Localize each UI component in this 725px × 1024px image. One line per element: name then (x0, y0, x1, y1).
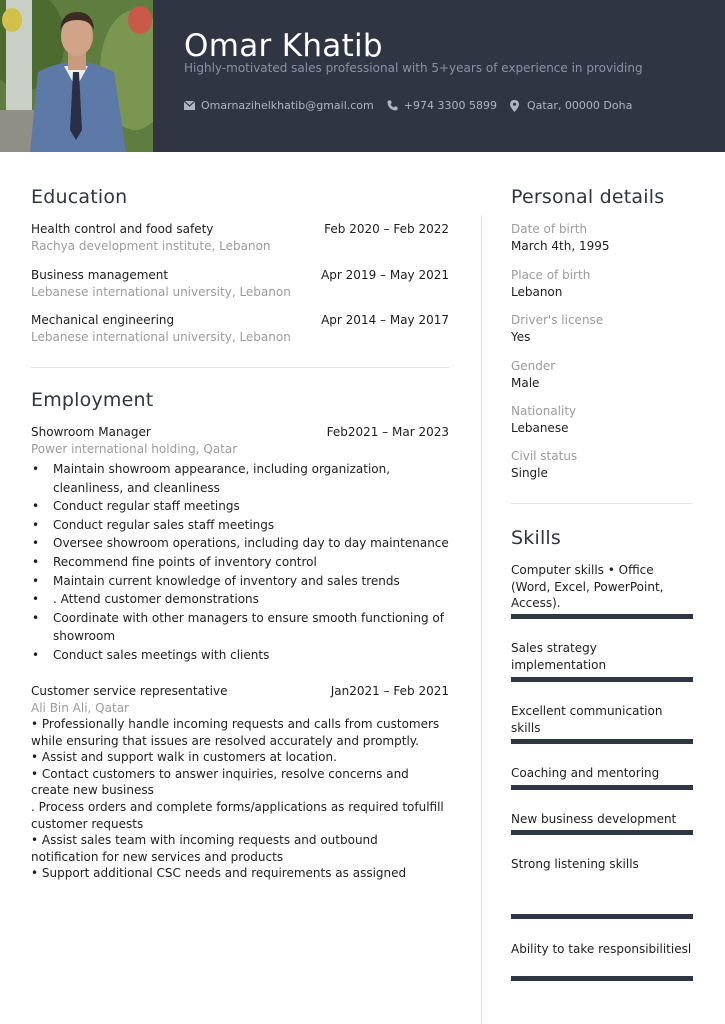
phone-icon (387, 100, 399, 111)
detail-label: Gender (511, 359, 556, 373)
job-company: Power international holding, Qatar (31, 442, 238, 456)
duty-item: • Oversee showroom operations, including day to day maintenance (31, 534, 449, 553)
mail-icon (184, 101, 196, 110)
resume-header (0, 0, 725, 152)
duty-item: • Recommend fine points of inventory control (31, 553, 449, 572)
duty-item: • Coordinate with other managers to ensure smooth functioning of (31, 609, 449, 628)
skill-level-bar (511, 914, 693, 919)
personal-details-heading: Personal details (511, 186, 665, 208)
duty-line: • Support additional CSC needs and requirements as assigned (31, 866, 407, 881)
email-link[interactable]: Omarnazihelkhatib@gmail.com (201, 99, 374, 112)
duty-line: • Professionally handle incoming requests and calls from customers (31, 717, 440, 731)
duty-line: • Assist and support walk in customers at location. (31, 750, 337, 765)
employment-heading: Employment (31, 389, 154, 411)
detail-label: Driver's license (511, 313, 604, 327)
skill-level-bar (511, 976, 693, 981)
job-dates: Feb2021 – Mar 2023 (326, 425, 449, 439)
detail-date-of-birth (511, 222, 693, 253)
degree-title: Mechanical engineering (31, 313, 175, 327)
detail-drivers-license (511, 313, 693, 344)
section-divider (511, 503, 693, 504)
skill-level-bar (511, 677, 693, 682)
education-item (31, 222, 449, 253)
degree-title: Health control and food safety (31, 222, 214, 236)
skill-item: Coaching and mentoring (511, 766, 660, 780)
detail-nationality (511, 404, 693, 435)
location-text: Qatar, 00000 Doha (526, 99, 633, 112)
contact-info (184, 99, 632, 112)
school-name: Lebanese international university, Lebanon (31, 285, 291, 299)
profile-summary: Highly-motivated sales professional with 5+years of experience in providing (184, 61, 643, 75)
detail-value: March 4th, 1995 (511, 239, 610, 253)
skill-item: Ability to take responsibilitiesl (511, 942, 692, 956)
duty-item: • Maintain current knowledge of inventory and sales trends (31, 572, 449, 591)
detail-label: Date of birth (511, 222, 588, 236)
skills-heading: Skills (511, 527, 561, 549)
duty-item: • Conduct regular staff meetings (31, 497, 449, 516)
duty-line: . Process orders and complete forms/applications as required tofulfill (31, 799, 444, 814)
duty-item: • Maintain showroom appearance, including organization, (31, 460, 449, 479)
duty-line: customer requests (31, 816, 144, 831)
job-duties (31, 460, 449, 665)
job-role: Showroom Manager (31, 425, 151, 439)
job-entry (31, 425, 449, 665)
duty-line: • Assist sales team with incoming requests and outbound (31, 833, 378, 848)
duty-item-continuation: showroom (53, 629, 116, 644)
school-name: Lebanese international university, Lebanon (31, 330, 291, 344)
skill-item: New business development (511, 812, 677, 826)
detail-value: Lebanese (511, 421, 569, 435)
phone-number[interactable]: +974 3300 5899 (403, 99, 497, 112)
skill-level-bar (511, 785, 693, 790)
skill-item: Computer skills • Office (Word, Excel, PowerPoint, Access). (511, 563, 664, 610)
candidate-name: Omar Khatib (184, 28, 383, 64)
education-item (31, 313, 449, 344)
detail-label: Nationality (511, 404, 577, 418)
skill-item: Sales strategy implementation (511, 641, 607, 672)
degree-dates: Feb 2020 – Feb 2022 (324, 222, 449, 236)
detail-value: Single (511, 466, 548, 480)
job-company: Ali Bin Ali, Qatar (31, 701, 129, 715)
column-divider (481, 215, 482, 1024)
duty-line: while ensuring that issues are resolved accurately and promptly. (31, 733, 419, 748)
job-duties (31, 716, 449, 882)
degree-dates: Apr 2019 – May 2021 (321, 268, 449, 282)
duty-line: notification for new services and products (31, 849, 284, 864)
detail-gender (511, 359, 693, 390)
detail-label: Place of birth (511, 268, 591, 282)
skill-item: Excellent communication skills (511, 704, 663, 735)
skill-level-bar (511, 830, 693, 835)
duty-item-continuation: cleanliness, and cleanliness (53, 480, 220, 495)
duty-line: create new business (31, 783, 154, 798)
education-heading: Education (31, 186, 128, 208)
duty-line: • Contact customers to answer inquiries, resolve concerns and (31, 766, 409, 781)
profile-photo (0, 0, 153, 152)
location-pin-icon (510, 100, 522, 112)
detail-place-of-birth (511, 268, 693, 299)
job-dates: Jan2021 – Feb 2021 (330, 684, 449, 698)
skill-level-bar (511, 614, 693, 619)
detail-label: Civil status (511, 449, 578, 463)
job-entry (31, 684, 449, 882)
degree-title: Business management (31, 268, 169, 282)
job-role: Customer service representative (31, 684, 228, 698)
duty-item: • Conduct regular sales staff meetings (31, 516, 449, 535)
detail-value: Yes (511, 330, 531, 344)
duty-item: • . Attend customer demonstrations (31, 590, 449, 609)
school-name: Rachya development institute, Lebanon (31, 239, 271, 253)
skill-item: Strong listening skills (511, 857, 639, 871)
degree-dates: Apr 2014 – May 2017 (321, 313, 449, 327)
skill-level-bar (511, 739, 693, 744)
section-divider (31, 367, 449, 368)
duty-item: • Conduct sales meetings with clients (31, 646, 449, 665)
detail-value: Lebanon (511, 285, 563, 299)
detail-value: Male (511, 376, 540, 390)
detail-civil-status (511, 449, 693, 480)
education-item (31, 268, 449, 299)
